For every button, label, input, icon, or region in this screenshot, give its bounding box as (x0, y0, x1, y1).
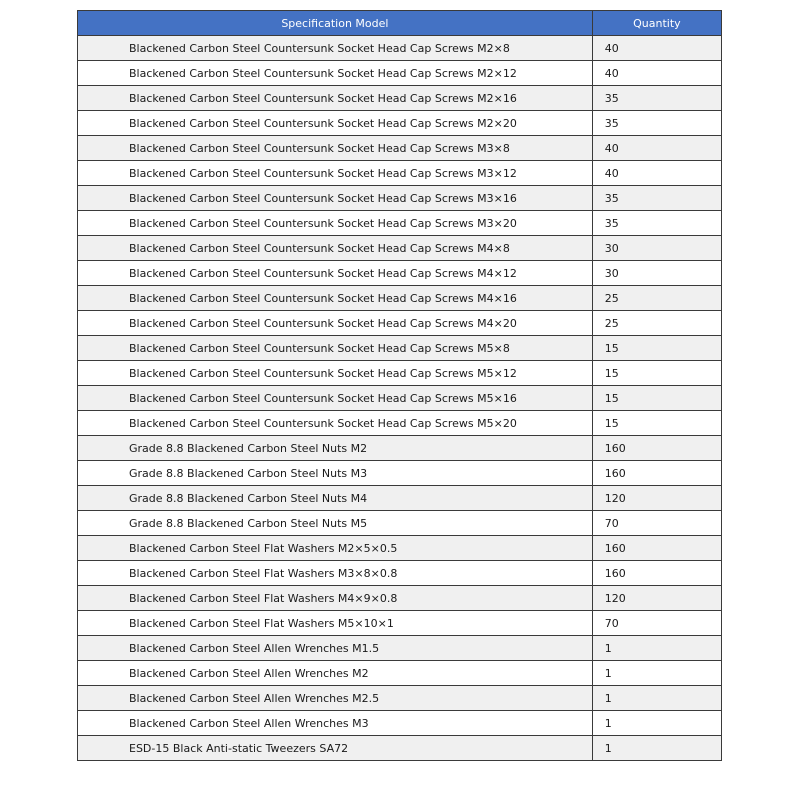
quantity-cell: 1 (592, 686, 721, 711)
table-row (78, 486, 722, 511)
specification-cell: Blackened Carbon Steel Countersunk Socket Head Cap Screws M3×8 (78, 136, 593, 161)
table-row (78, 261, 722, 286)
quantity-cell: 1 (592, 736, 721, 761)
table-row (78, 61, 722, 86)
table-row (78, 236, 722, 261)
specification-cell: Blackened Carbon Steel Countersunk Socket Head Cap Screws M2×16 (78, 86, 593, 111)
specification-cell: Grade 8.8 Blackened Carbon Steel Nuts M3 (78, 461, 593, 486)
quantity-cell: 15 (592, 386, 721, 411)
specification-cell: Blackened Carbon Steel Countersunk Socket Head Cap Screws M4×20 (78, 311, 593, 336)
specification-cell: Blackened Carbon Steel Flat Washers M2×5×0.5 (78, 536, 593, 561)
specification-cell: Blackened Carbon Steel Countersunk Socket Head Cap Screws M5×16 (78, 386, 593, 411)
specification-cell: ESD-15 Black Anti-static Tweezers SA72 (78, 736, 593, 761)
quantity-cell: 30 (592, 236, 721, 261)
specification-cell: Grade 8.8 Blackened Carbon Steel Nuts M4 (78, 486, 593, 511)
quantity-cell: 40 (592, 61, 721, 86)
table-row (78, 336, 722, 361)
quantity-cell: 35 (592, 111, 721, 136)
quantity-cell: 160 (592, 461, 721, 486)
specification-table (77, 10, 722, 761)
specification-cell: Blackened Carbon Steel Flat Washers M5×10×1 (78, 611, 593, 636)
specification-cell: Grade 8.8 Blackened Carbon Steel Nuts M5 (78, 511, 593, 536)
table-row (78, 711, 722, 736)
quantity-cell: 70 (592, 611, 721, 636)
table-row (78, 186, 722, 211)
specification-cell: Blackened Carbon Steel Allen Wrenches M1.5 (78, 636, 593, 661)
specification-cell: Blackened Carbon Steel Allen Wrenches M2 (78, 661, 593, 686)
quantity-cell: 35 (592, 86, 721, 111)
specification-cell: Blackened Carbon Steel Countersunk Socket Head Cap Screws M5×12 (78, 361, 593, 386)
quantity-cell: 70 (592, 511, 721, 536)
quantity-cell: 40 (592, 161, 721, 186)
table-row (78, 386, 722, 411)
quantity-cell: 160 (592, 561, 721, 586)
specification-cell: Blackened Carbon Steel Countersunk Socket Head Cap Screws M2×8 (78, 36, 593, 61)
table-row (78, 286, 722, 311)
table-row (78, 161, 722, 186)
table-row (78, 586, 722, 611)
specification-cell: Blackened Carbon Steel Countersunk Socket Head Cap Screws M5×8 (78, 336, 593, 361)
table-row (78, 361, 722, 386)
quantity-cell: 160 (592, 436, 721, 461)
table-row (78, 661, 722, 686)
specification-cell: Blackened Carbon Steel Flat Washers M3×8×0.8 (78, 561, 593, 586)
table-row (78, 686, 722, 711)
quantity-cell: 120 (592, 486, 721, 511)
quantity-cell: 40 (592, 136, 721, 161)
quantity-cell: 15 (592, 336, 721, 361)
quantity-cell: 35 (592, 211, 721, 236)
table-row (78, 611, 722, 636)
table-row (78, 536, 722, 561)
table-row (78, 736, 722, 761)
specification-cell: Blackened Carbon Steel Countersunk Socket Head Cap Screws M4×16 (78, 286, 593, 311)
specification-cell: Blackened Carbon Steel Countersunk Socket Head Cap Screws M3×12 (78, 161, 593, 186)
table-row (78, 36, 722, 61)
table-row (78, 86, 722, 111)
specification-cell: Blackened Carbon Steel Allen Wrenches M2.5 (78, 686, 593, 711)
quantity-cell: 120 (592, 586, 721, 611)
specification-cell: Blackened Carbon Steel Countersunk Socket Head Cap Screws M5×20 (78, 411, 593, 436)
table-row (78, 211, 722, 236)
specification-cell: Grade 8.8 Blackened Carbon Steel Nuts M2 (78, 436, 593, 461)
specification-cell: Blackened Carbon Steel Countersunk Socket Head Cap Screws M3×20 (78, 211, 593, 236)
table-row (78, 561, 722, 586)
table-row (78, 136, 722, 161)
table-row (78, 411, 722, 436)
table-header-row (78, 11, 722, 36)
specification-cell: Blackened Carbon Steel Countersunk Socket Head Cap Screws M4×12 (78, 261, 593, 286)
quantity-cell: 1 (592, 711, 721, 736)
header-specification-model: Specification Model (78, 11, 593, 36)
table-row (78, 636, 722, 661)
table-row (78, 461, 722, 486)
table-row (78, 111, 722, 136)
specification-cell: Blackened Carbon Steel Countersunk Socket Head Cap Screws M2×20 (78, 111, 593, 136)
header-quantity: Quantity (592, 11, 721, 36)
quantity-cell: 15 (592, 411, 721, 436)
table-body (78, 36, 722, 761)
table-row (78, 436, 722, 461)
specification-cell: Blackened Carbon Steel Countersunk Socket Head Cap Screws M3×16 (78, 186, 593, 211)
table-row (78, 511, 722, 536)
quantity-cell: 25 (592, 286, 721, 311)
specification-cell: Blackened Carbon Steel Allen Wrenches M3 (78, 711, 593, 736)
quantity-cell: 15 (592, 361, 721, 386)
specification-cell: Blackened Carbon Steel Countersunk Socket Head Cap Screws M4×8 (78, 236, 593, 261)
quantity-cell: 35 (592, 186, 721, 211)
specification-cell: Blackened Carbon Steel Flat Washers M4×9×0.8 (78, 586, 593, 611)
quantity-cell: 25 (592, 311, 721, 336)
quantity-cell: 160 (592, 536, 721, 561)
table-row (78, 311, 722, 336)
quantity-cell: 30 (592, 261, 721, 286)
quantity-cell: 1 (592, 661, 721, 686)
quantity-cell: 40 (592, 36, 721, 61)
quantity-cell: 1 (592, 636, 721, 661)
specification-cell: Blackened Carbon Steel Countersunk Socket Head Cap Screws M2×12 (78, 61, 593, 86)
